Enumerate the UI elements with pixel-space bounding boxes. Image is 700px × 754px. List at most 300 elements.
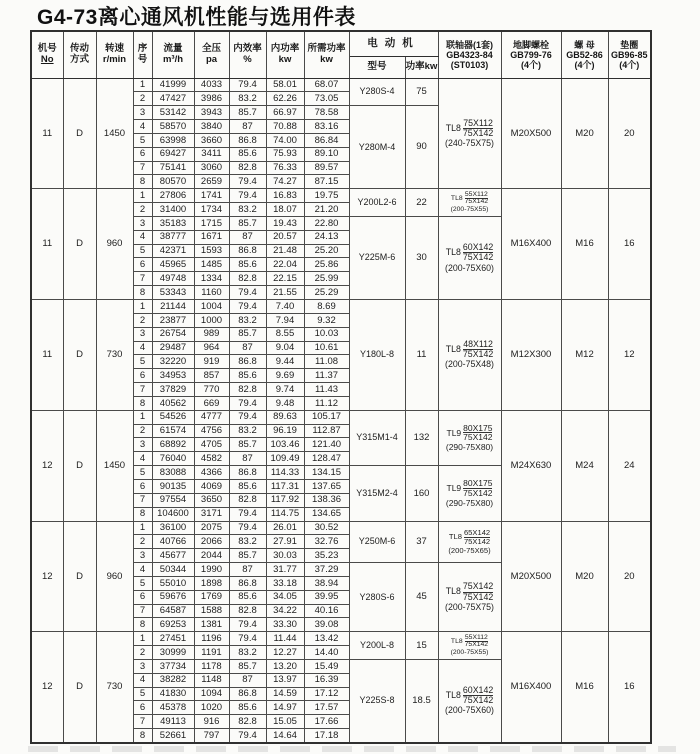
efficiency-cell: 83.2	[229, 313, 266, 327]
seq-cell: 7	[133, 715, 152, 729]
internal-power-cell: 76.33	[266, 161, 304, 175]
internal-power-cell: 19.43	[266, 216, 304, 230]
flow-cell: 53142	[152, 106, 194, 120]
efficiency-cell: 83.2	[229, 203, 266, 217]
col-motor-power: 功率kw	[405, 56, 438, 78]
internal-power-cell: 18.07	[266, 203, 304, 217]
seq-cell: 4	[133, 120, 152, 134]
required-power-cell: 78.58	[304, 106, 349, 120]
efficiency-cell: 79.4	[229, 618, 266, 632]
flow-cell: 40766	[152, 535, 194, 549]
seq-cell: 1	[133, 410, 152, 424]
required-power-cell: 128.47	[304, 452, 349, 466]
pressure-cell: 919	[194, 355, 229, 369]
efficiency-cell: 85.6	[229, 701, 266, 715]
efficiency-cell: 82.8	[229, 383, 266, 397]
pressure-cell: 4756	[194, 424, 229, 438]
pressure-cell: 1191	[194, 646, 229, 660]
nut-cell: M20	[561, 521, 608, 632]
table-header	[31, 31, 651, 78]
internal-power-cell: 33.30	[266, 618, 304, 632]
coupling-spec	[439, 479, 501, 508]
efficiency-cell: 82.8	[229, 272, 266, 286]
drive-cell: D	[63, 410, 96, 521]
coupling-spec	[439, 424, 501, 453]
col-efficiency: 内效率 %	[229, 31, 266, 78]
efficiency-cell: 86.8	[229, 355, 266, 369]
flow-cell: 76040	[152, 452, 194, 466]
seq-cell: 1	[133, 300, 152, 314]
required-power-cell: 105.17	[304, 410, 349, 424]
nut-cell: M24	[561, 410, 608, 521]
drive-cell: D	[63, 632, 96, 743]
coupling-prefix: TL9	[446, 482, 462, 493]
required-power-cell: 89.10	[304, 147, 349, 161]
flow-cell: 37734	[152, 659, 194, 673]
flow-cell: 37829	[152, 383, 194, 397]
required-power-cell: 134.65	[304, 507, 349, 521]
col-anchor-bolt: 地脚螺栓 GB799-76 (4个)	[501, 31, 561, 78]
speed-cell: 1450	[96, 78, 133, 189]
nut-cell: M16	[561, 189, 608, 300]
efficiency-cell: 82.8	[229, 161, 266, 175]
coupling-spec	[439, 582, 501, 612]
col-pressure: 全压 pa	[194, 31, 229, 78]
pressure-cell: 797	[194, 729, 229, 743]
required-power-cell: 11.43	[304, 383, 349, 397]
coupling-fraction: $\frac{55X112}{75X142}$	[464, 633, 489, 649]
motor-model-cell: Y225M-6	[349, 216, 405, 299]
internal-power-cell: 9.69	[266, 369, 304, 383]
required-power-cell: 8.69	[304, 300, 349, 314]
efficiency-cell: 82.8	[229, 715, 266, 729]
table-body	[31, 78, 651, 743]
pressure-cell: 1004	[194, 300, 229, 314]
seq-cell: 6	[133, 147, 152, 161]
required-power-cell: 17.12	[304, 687, 349, 701]
anchor-bolt-cell: M20X500	[501, 78, 561, 189]
internal-power-cell: 31.77	[266, 563, 304, 577]
seq-cell: 8	[133, 618, 152, 632]
efficiency-cell: 79.4	[229, 189, 266, 203]
page-title: G4-73离心通风机性能与选用件表	[37, 6, 356, 29]
coupling-note: (200-75X75)	[445, 601, 494, 612]
coupling-prefix: TL8	[450, 194, 463, 202]
required-power-cell: 21.20	[304, 203, 349, 217]
efficiency-cell: 85.7	[229, 106, 266, 120]
pressure-cell: 1715	[194, 216, 229, 230]
required-power-cell: 17.66	[304, 715, 349, 729]
internal-power-cell: 27.91	[266, 535, 304, 549]
pressure-cell: 3840	[194, 120, 229, 134]
required-power-cell: 35.23	[304, 549, 349, 563]
pressure-cell: 1588	[194, 604, 229, 618]
motor-power-cell: 132	[405, 410, 438, 465]
pressure-cell: 2044	[194, 549, 229, 563]
flow-cell: 54526	[152, 410, 194, 424]
efficiency-cell: 79.4	[229, 410, 266, 424]
pressure-cell: 1020	[194, 701, 229, 715]
required-power-cell: 17.57	[304, 701, 349, 715]
flow-cell: 104600	[152, 507, 194, 521]
efficiency-cell: 79.4	[229, 507, 266, 521]
internal-power-cell: 20.57	[266, 230, 304, 244]
efficiency-cell: 83.2	[229, 424, 266, 438]
efficiency-cell: 86.8	[229, 576, 266, 590]
required-power-cell: 121.40	[304, 438, 349, 452]
seq-cell: 7	[133, 383, 152, 397]
pressure-cell: 1741	[194, 189, 229, 203]
speed-cell: 960	[96, 189, 133, 300]
flow-cell: 27451	[152, 632, 194, 646]
coupling-note: (200-75X60)	[445, 705, 494, 716]
required-power-cell: 17.18	[304, 729, 349, 743]
efficiency-cell: 85.7	[229, 327, 266, 341]
coupling-fraction: $\frac{55X112}{75X142}$	[464, 190, 489, 206]
table-row	[31, 78, 651, 92]
internal-power-cell: 22.04	[266, 258, 304, 272]
internal-power-cell: 14.64	[266, 729, 304, 743]
pressure-cell: 1334	[194, 272, 229, 286]
machine-no-cell: 12	[31, 632, 63, 743]
internal-power-cell: 96.19	[266, 424, 304, 438]
efficiency-cell: 82.8	[229, 493, 266, 507]
drive-cell: D	[63, 189, 96, 300]
pressure-cell: 1485	[194, 258, 229, 272]
efficiency-cell: 79.4	[229, 78, 266, 92]
seq-cell: 4	[133, 341, 152, 355]
seq-cell: 6	[133, 701, 152, 715]
internal-power-cell: 34.05	[266, 590, 304, 604]
internal-power-cell: 62.26	[266, 92, 304, 106]
seq-cell: 2	[133, 203, 152, 217]
internal-power-cell: 9.74	[266, 383, 304, 397]
flow-cell: 47427	[152, 92, 194, 106]
required-power-cell: 137.65	[304, 479, 349, 493]
motor-model-cell: Y280S-4	[349, 78, 405, 106]
flow-cell: 34953	[152, 369, 194, 383]
efficiency-cell: 83.2	[229, 535, 266, 549]
coupling-prefix: TL8	[450, 637, 463, 645]
required-power-cell: 11.37	[304, 369, 349, 383]
coupling-prefix: TL8	[445, 689, 461, 700]
efficiency-cell: 83.2	[229, 92, 266, 106]
efficiency-cell: 85.7	[229, 438, 266, 452]
pressure-cell: 2066	[194, 535, 229, 549]
washer-cell: 24	[608, 410, 651, 521]
pressure-cell: 1000	[194, 313, 229, 327]
seq-cell: 6	[133, 479, 152, 493]
flow-cell: 40562	[152, 396, 194, 410]
required-power-cell: 22.80	[304, 216, 349, 230]
col-flow: 流量 m³/h	[152, 31, 194, 78]
internal-power-cell: 109.49	[266, 452, 304, 466]
seq-cell: 1	[133, 78, 152, 92]
flow-cell: 38777	[152, 230, 194, 244]
coupling-fraction: $\frac{75X112}{75X142}$	[462, 117, 494, 138]
flow-cell: 30999	[152, 646, 194, 660]
anchor-bolt-cell: M12X300	[501, 300, 561, 411]
flow-cell: 90135	[152, 479, 194, 493]
col-seq: 序 号	[133, 31, 152, 78]
coupling-fraction: $\frac{60X142}{75X142}$	[462, 684, 494, 706]
motor-power-cell: 30	[405, 216, 438, 299]
seq-cell: 8	[133, 396, 152, 410]
efficiency-cell: 87	[229, 452, 266, 466]
required-power-cell: 73.05	[304, 92, 349, 106]
efficiency-cell: 85.7	[229, 216, 266, 230]
flow-cell: 27806	[152, 189, 194, 203]
efficiency-cell: 83.2	[229, 646, 266, 660]
coupling-prefix: TL8	[448, 532, 462, 542]
efficiency-cell: 86.8	[229, 133, 266, 147]
required-power-cell: 25.99	[304, 272, 349, 286]
flow-cell: 21144	[152, 300, 194, 314]
drive-cell: D	[63, 78, 96, 189]
required-power-cell: 15.49	[304, 659, 349, 673]
coupling-note: (200-75X55)	[450, 205, 489, 213]
washer-cell: 12	[608, 300, 651, 411]
coupling-prefix: TL8	[445, 586, 461, 597]
efficiency-cell: 79.4	[229, 175, 266, 189]
pressure-cell: 989	[194, 327, 229, 341]
flow-cell: 36100	[152, 521, 194, 535]
required-power-cell: 37.29	[304, 563, 349, 577]
washer-cell: 16	[608, 189, 651, 300]
efficiency-cell: 79.4	[229, 632, 266, 646]
seq-cell: 8	[133, 507, 152, 521]
pressure-cell: 3660	[194, 133, 229, 147]
internal-power-cell: 117.92	[266, 493, 304, 507]
required-power-cell: 25.29	[304, 286, 349, 300]
machine-no-cell: 11	[31, 78, 63, 189]
pressure-cell: 4582	[194, 452, 229, 466]
speed-cell: 730	[96, 632, 133, 743]
flow-cell: 32220	[152, 355, 194, 369]
fan-selection-table	[30, 30, 652, 744]
coupling-cell	[438, 659, 501, 742]
internal-power-cell: 58.01	[266, 78, 304, 92]
required-power-cell: 40.16	[304, 604, 349, 618]
motor-power-cell: 90	[405, 106, 438, 189]
coupling-prefix: TL8	[445, 247, 461, 258]
seq-cell: 5	[133, 466, 152, 480]
motor-power-cell: 160	[405, 466, 438, 521]
required-power-cell: 32.76	[304, 535, 349, 549]
seq-cell: 4	[133, 563, 152, 577]
seq-cell: 1	[133, 189, 152, 203]
coupling-spec	[439, 686, 501, 716]
pressure-cell: 2075	[194, 521, 229, 535]
seq-cell: 5	[133, 133, 152, 147]
flow-cell: 75141	[152, 161, 194, 175]
internal-power-cell: 34.22	[266, 604, 304, 618]
pressure-cell: 4705	[194, 438, 229, 452]
efficiency-cell: 85.7	[229, 659, 266, 673]
pressure-cell: 1148	[194, 673, 229, 687]
internal-power-cell: 13.97	[266, 673, 304, 687]
required-power-cell: 14.40	[304, 646, 349, 660]
coupling-spec	[439, 192, 501, 213]
pressure-cell: 1990	[194, 563, 229, 577]
pressure-cell: 1178	[194, 659, 229, 673]
motor-power-cell: 18.5	[405, 659, 438, 742]
internal-power-cell: 66.97	[266, 106, 304, 120]
col-machine-no: 机号 No	[31, 31, 63, 78]
seq-cell: 5	[133, 355, 152, 369]
seq-cell: 1	[133, 632, 152, 646]
table-row	[31, 632, 651, 646]
motor-model-cell: Y180L-8	[349, 300, 405, 411]
internal-power-cell: 117.31	[266, 479, 304, 493]
flow-cell: 45965	[152, 258, 194, 272]
flow-cell: 58570	[152, 120, 194, 134]
motor-model-cell: Y250M-6	[349, 521, 405, 563]
coupling-note: (240-75X75)	[445, 137, 494, 148]
seq-cell: 2	[133, 535, 152, 549]
efficiency-cell: 85.6	[229, 479, 266, 493]
efficiency-cell: 79.4	[229, 300, 266, 314]
flow-cell: 31400	[152, 203, 194, 217]
internal-power-cell: 21.55	[266, 286, 304, 300]
nut-cell: M20	[561, 78, 608, 189]
flow-cell: 45378	[152, 701, 194, 715]
pressure-cell: 669	[194, 396, 229, 410]
flow-cell: 42371	[152, 244, 194, 258]
col-internal-power: 内功率 kw	[266, 31, 304, 78]
flow-cell: 97554	[152, 493, 194, 507]
internal-power-cell: 12.27	[266, 646, 304, 660]
required-power-cell: 39.08	[304, 618, 349, 632]
flow-cell: 45677	[152, 549, 194, 563]
motor-power-cell: 37	[405, 521, 438, 563]
coupling-prefix: TL9	[446, 427, 462, 438]
required-power-cell: 16.39	[304, 673, 349, 687]
seq-cell: 4	[133, 452, 152, 466]
required-power-cell: 11.08	[304, 355, 349, 369]
internal-power-cell: 89.63	[266, 410, 304, 424]
flow-cell: 69427	[152, 147, 194, 161]
pressure-cell: 1898	[194, 576, 229, 590]
coupling-cell	[438, 632, 501, 660]
motor-model-cell: Y280M-4	[349, 106, 405, 189]
anchor-bolt-cell: M20X500	[501, 521, 561, 632]
machine-no-cell: 12	[31, 521, 63, 632]
seq-cell: 5	[133, 687, 152, 701]
seq-cell: 5	[133, 576, 152, 590]
coupling-cell	[438, 410, 501, 465]
pressure-cell: 1381	[194, 618, 229, 632]
required-power-cell: 10.03	[304, 327, 349, 341]
seq-cell: 2	[133, 424, 152, 438]
internal-power-cell: 9.04	[266, 341, 304, 355]
required-power-cell: 83.16	[304, 120, 349, 134]
coupling-cell	[438, 466, 501, 521]
efficiency-cell: 85.7	[229, 549, 266, 563]
col-motor-group: 电动机	[349, 31, 438, 56]
motor-model-cell: Y315M1-4	[349, 410, 405, 465]
internal-power-cell: 22.15	[266, 272, 304, 286]
coupling-fraction: $\frac{75X142}{75X142}$	[462, 581, 494, 602]
pressure-cell: 4069	[194, 479, 229, 493]
efficiency-cell: 79.4	[229, 286, 266, 300]
motor-power-cell: 22	[405, 189, 438, 217]
motor-power-cell: 11	[405, 300, 438, 411]
required-power-cell: 13.42	[304, 632, 349, 646]
pressure-cell: 1769	[194, 590, 229, 604]
coupling-cell	[438, 78, 501, 189]
pressure-cell: 3943	[194, 106, 229, 120]
seq-cell: 3	[133, 327, 152, 341]
washer-cell: 16	[608, 632, 651, 743]
required-power-cell: 19.75	[304, 189, 349, 203]
seq-cell: 2	[133, 313, 152, 327]
efficiency-cell: 86.8	[229, 244, 266, 258]
flow-cell: 26754	[152, 327, 194, 341]
pressure-cell: 2659	[194, 175, 229, 189]
efficiency-cell: 82.8	[229, 604, 266, 618]
coupling-fraction: $\frac{65X142}{75X142}$	[463, 527, 491, 546]
efficiency-cell: 85.6	[229, 147, 266, 161]
coupling-fraction: $\frac{80X175}{75X142}$	[463, 422, 493, 443]
efficiency-cell: 85.6	[229, 369, 266, 383]
required-power-cell: 24.13	[304, 230, 349, 244]
pressure-cell: 1593	[194, 244, 229, 258]
nut-cell: M12	[561, 300, 608, 411]
speed-cell: 730	[96, 300, 133, 411]
pressure-cell: 3060	[194, 161, 229, 175]
machine-no-cell: 11	[31, 300, 63, 411]
internal-power-cell: 7.40	[266, 300, 304, 314]
motor-power-cell: 75	[405, 78, 438, 106]
pressure-cell: 3411	[194, 147, 229, 161]
seq-cell: 3	[133, 659, 152, 673]
pressure-cell: 3986	[194, 92, 229, 106]
coupling-spec	[439, 119, 501, 149]
flow-cell: 80570	[152, 175, 194, 189]
coupling-fraction: $\frac{80X175}{75X142}$	[463, 477, 493, 498]
speed-cell: 960	[96, 521, 133, 632]
anchor-bolt-cell: M24X630	[501, 410, 561, 521]
flow-cell: 83088	[152, 466, 194, 480]
col-coupling: 联轴器(1套) GB4323-84 (ST0103)	[438, 31, 501, 78]
internal-power-cell: 33.18	[266, 576, 304, 590]
efficiency-cell: 79.4	[229, 729, 266, 743]
required-power-cell: 25.86	[304, 258, 349, 272]
motor-model-cell: Y200L-8	[349, 632, 405, 660]
internal-power-cell: 70.88	[266, 120, 304, 134]
scan-artifact-band	[28, 746, 676, 752]
pressure-cell: 770	[194, 383, 229, 397]
motor-model-cell: Y315M2-4	[349, 466, 405, 521]
pressure-cell: 1671	[194, 230, 229, 244]
internal-power-cell: 114.75	[266, 507, 304, 521]
seq-cell: 3	[133, 549, 152, 563]
efficiency-cell: 85.6	[229, 590, 266, 604]
flow-cell: 50344	[152, 563, 194, 577]
efficiency-cell: 87	[229, 673, 266, 687]
internal-power-cell: 30.03	[266, 549, 304, 563]
required-power-cell: 134.15	[304, 466, 349, 480]
coupling-note: (200-75X60)	[445, 262, 494, 273]
col-required-power: 所需功率 kw	[304, 31, 349, 78]
flow-cell: 52661	[152, 729, 194, 743]
pressure-cell: 3650	[194, 493, 229, 507]
coupling-note: (200-75X48)	[445, 359, 494, 370]
internal-power-cell: 11.44	[266, 632, 304, 646]
motor-model-cell: Y280S-6	[349, 563, 405, 632]
required-power-cell: 10.61	[304, 341, 349, 355]
